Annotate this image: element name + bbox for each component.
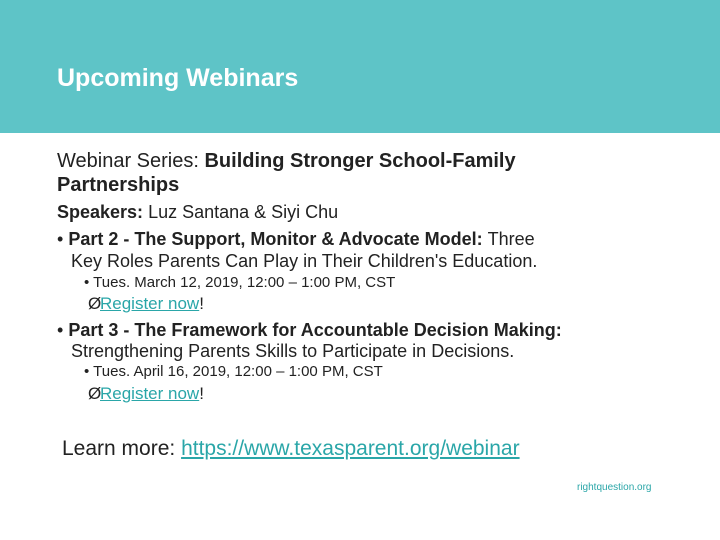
part-2-title: Part 2 - The Support, Monitor & Advocate Model: xyxy=(68,229,488,249)
part-2-register xyxy=(88,294,204,314)
learn-more-link[interactable]: https://www.texasparent.org/webinar xyxy=(181,437,520,460)
series-line xyxy=(57,150,516,173)
part-3-title: Part 3 - The Framework for Accountable Decision Making: xyxy=(68,320,562,340)
footer-text: rightquestion.org xyxy=(577,482,652,493)
part-2-date xyxy=(84,274,395,291)
speakers-line xyxy=(57,202,338,223)
part-3-register xyxy=(88,384,204,404)
bullet: • xyxy=(57,229,64,249)
arrow-icon: Ø xyxy=(88,294,102,313)
register-link[interactable]: Register now xyxy=(100,384,200,403)
part-2-subtitle: Three xyxy=(487,229,535,249)
title-banner xyxy=(0,0,720,133)
bullet: • xyxy=(57,320,64,340)
part-3-date-text: Tues. April 16, 2019, 12:00 – 1:00 PM, CST xyxy=(93,363,383,380)
bullet: • xyxy=(84,363,90,380)
part-3-date xyxy=(84,363,383,380)
part-2-subtitle-continued: Key Roles Parents Can Play in Their Children's Education. xyxy=(71,251,538,271)
bullet: • xyxy=(84,274,90,291)
series-name-continued: Partnerships xyxy=(57,174,180,196)
arrow-icon: Ø xyxy=(88,384,102,403)
learn-more-label: Learn more: xyxy=(62,437,182,460)
part-3-subtitle: Strengthening Parents Skills to Participate in Decisions. xyxy=(71,341,515,361)
part-2-date-text: Tues. March 12, 2019, 12:00 – 1:00 PM, CST xyxy=(93,274,396,291)
register-suffix: ! xyxy=(199,294,204,313)
register-link[interactable]: Register now xyxy=(100,294,200,313)
series-name: Building Stronger School-Family xyxy=(204,150,516,172)
speakers-names: Luz Santana & Siyi Chu xyxy=(148,202,339,222)
part-3-heading xyxy=(57,320,562,341)
page-title: Upcoming Webinars xyxy=(57,64,299,92)
series-label: Webinar Series: xyxy=(57,150,205,172)
register-suffix: ! xyxy=(199,384,204,403)
part-2-heading xyxy=(57,229,535,250)
learn-more-line xyxy=(62,437,520,461)
speakers-label: Speakers: xyxy=(57,202,149,222)
